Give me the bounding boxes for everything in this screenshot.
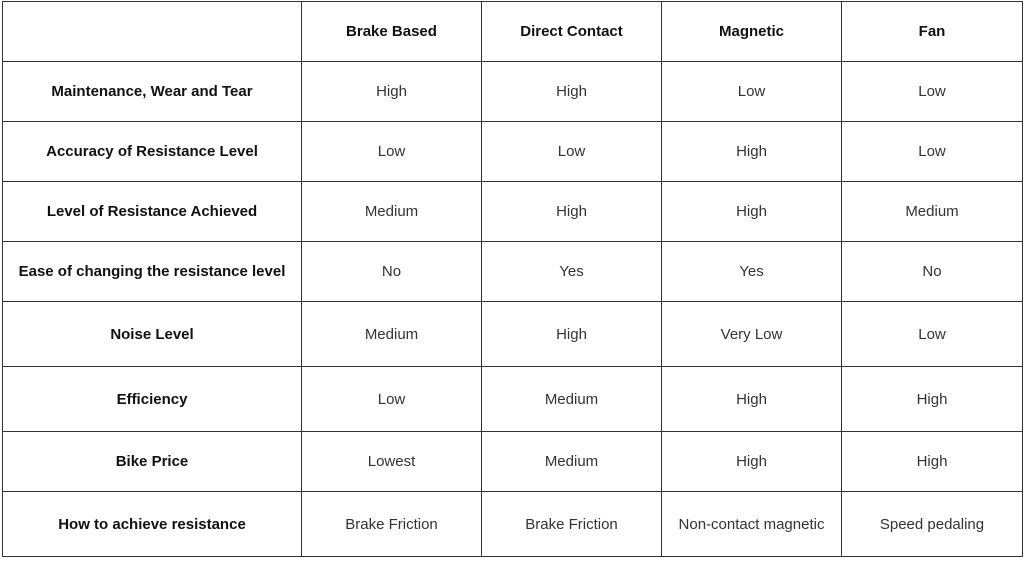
table-cell: High: [662, 182, 842, 242]
table-row: [3, 302, 1023, 367]
table-row: [3, 492, 1023, 557]
table-cell: Medium: [482, 367, 662, 432]
header-row: [3, 2, 1023, 62]
table-cell: High: [482, 182, 662, 242]
table-cell: High: [482, 302, 662, 367]
table-cell: High: [302, 62, 482, 122]
row-label: How to achieve resistance: [3, 492, 302, 557]
header-cell-empty: [3, 2, 302, 62]
table-cell: Yes: [482, 242, 662, 302]
table-cell: Medium: [302, 182, 482, 242]
table-cell: Lowest: [302, 432, 482, 492]
header-cell-fan: Fan: [842, 2, 1023, 62]
table-cell: Low: [842, 302, 1023, 367]
table-row: [3, 122, 1023, 182]
table-row: [3, 432, 1023, 492]
table-cell: Low: [662, 62, 842, 122]
comparison-table: [2, 1, 1023, 557]
table-cell: High: [662, 367, 842, 432]
table-cell: Low: [302, 367, 482, 432]
table-cell: High: [482, 62, 662, 122]
table-cell: Medium: [482, 432, 662, 492]
table-cell: Brake Friction: [482, 492, 662, 557]
table-cell: Yes: [662, 242, 842, 302]
row-label: Ease of changing the resistance level: [3, 242, 302, 302]
row-label: Maintenance, Wear and Tear: [3, 62, 302, 122]
table-row: [3, 62, 1023, 122]
row-label: Noise Level: [3, 302, 302, 367]
table-cell: Non-contact magnetic: [662, 492, 842, 557]
header-cell-direct-contact: Direct Contact: [482, 2, 662, 62]
table-cell: Medium: [302, 302, 482, 367]
table-cell: High: [842, 432, 1023, 492]
header-cell-brake-based: Brake Based: [302, 2, 482, 62]
table-cell: High: [662, 432, 842, 492]
row-label: Efficiency: [3, 367, 302, 432]
header-cell-magnetic: Magnetic: [662, 2, 842, 62]
row-label: Accuracy of Resistance Level: [3, 122, 302, 182]
table-cell: Very Low: [662, 302, 842, 367]
table-cell: Low: [842, 122, 1023, 182]
row-label: Level of Resistance Achieved: [3, 182, 302, 242]
table-cell: No: [842, 242, 1023, 302]
table-cell: Brake Friction: [302, 492, 482, 557]
table-cell: Medium: [842, 182, 1023, 242]
table-cell: No: [302, 242, 482, 302]
table-cell: Speed pedaling: [842, 492, 1023, 557]
table-cell: Low: [302, 122, 482, 182]
table-cell: High: [842, 367, 1023, 432]
row-label: Bike Price: [3, 432, 302, 492]
table-cell: High: [662, 122, 842, 182]
table-row: [3, 242, 1023, 302]
table-row: [3, 367, 1023, 432]
table-cell: Low: [842, 62, 1023, 122]
table-cell: Low: [482, 122, 662, 182]
table-row: [3, 182, 1023, 242]
